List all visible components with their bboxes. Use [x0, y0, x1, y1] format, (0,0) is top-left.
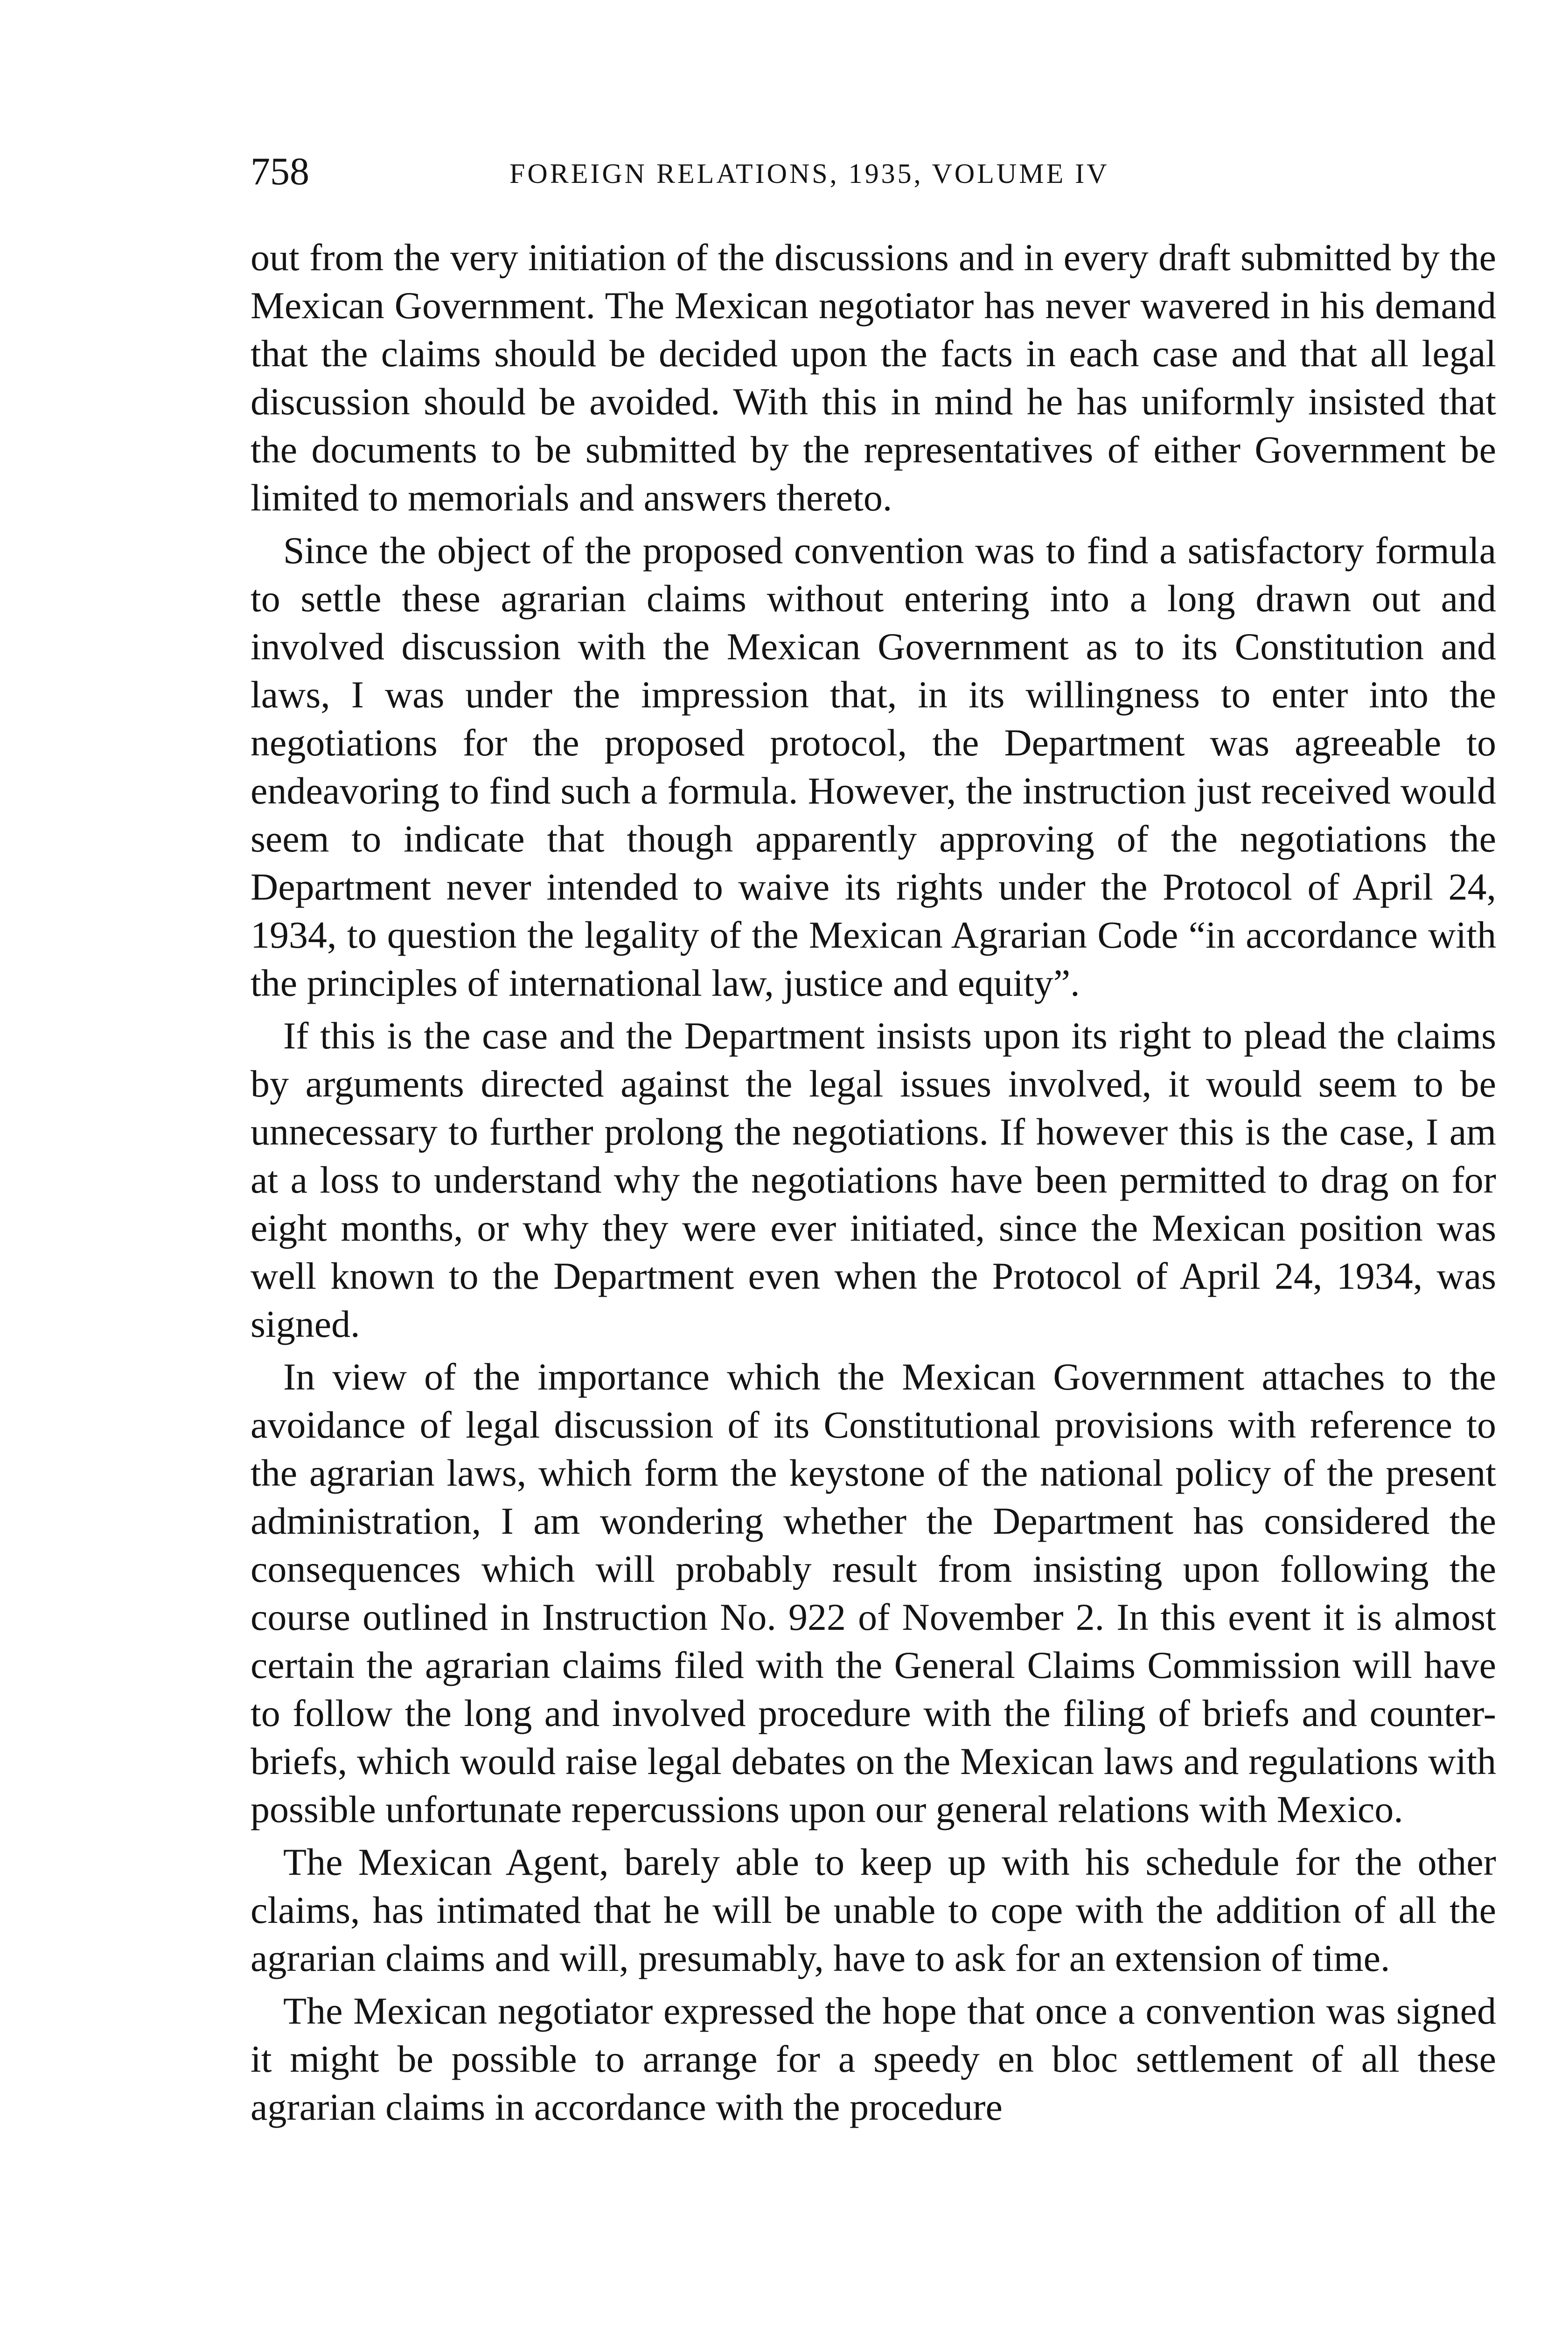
paragraph-continued: out from the very initiation of the discussions and in every draft submitted by the Mexican Government. The Mexican negotiator has never wavered in his demand that the claims should be decided upon the facts in each case and that all legal discussion should be avoided. With this in mind he has uniformly insisted that the documents to be submitted by the representatives of either Government be limited to memorials and answers thereto. [251, 236, 1496, 519]
page-number: 758 [251, 150, 309, 193]
paragraph: In view of the importance which the Mexican Government attaches to the avoidance of legal discussion of its Constitutional provisions with reference to the agrarian laws, which form the keystone of the national policy of the present administration, I am wondering whether the Department has considered the consequences which will probably result from insisting upon following the course outlined in Instruction No. 922 of November 2. In this event it is almost certain the agrarian claims filed with the General Claims Commission will have to follow the long and involved procedure with the filing of briefs and counter-briefs, which would raise legal debates on the Mexican laws and regulations with possible unfortunate repercussions upon our general relations with Mexico. [251, 1355, 1496, 1830]
paragraph: If this is the case and the Department insists upon its right to plead the claims by arguments directed against the legal issues involved, it would seem to be unnecessary to further prolong the negotiations. If however this is the case, I am at a loss to understand why the negotiations have been permitted to drag on for eight months, or why they were ever initiated, since the Mexican position was well known to the Department even when the Protocol of April 24, 1934, was signed. [251, 1014, 1496, 1345]
body-text [251, 233, 1496, 2136]
paragraph: The Mexican Agent, barely able to keep up with his schedule for the other claims, has intimated that he will be unable to cope with the addition of all the agrarian claims and will, presumably, have to ask for an extension of time. [251, 1841, 1496, 1979]
running-head: FOREIGN RELATIONS, 1935, VOLUME IV [509, 158, 1109, 189]
paragraph: The Mexican negotiator expressed the hope that once a convention was signed it might be possible to arrange for a speedy en bloc settlement of all these agrarian claims in accordance with the procedure [251, 1990, 1496, 2128]
page-header [251, 148, 1496, 204]
paragraph: Since the object of the proposed convention was to find a satisfactory formula to settle these agrarian claims without entering into a long drawn out and involved discussion with the Mexican Government as to its Constitution and laws, I was under the impression that, in its willingness to enter into the negotiations for the proposed protocol, the Department was agreeable to endeavoring to find such a formula. However, the instruction just received would seem to indicate that though apparently approving of the negotiations the Department never intended to waive its rights under the Protocol of April 24, 1934, to question the legality of the Mexican Agrarian Code “in accordance with the principles of international law, justice and equity”. [251, 529, 1496, 1004]
